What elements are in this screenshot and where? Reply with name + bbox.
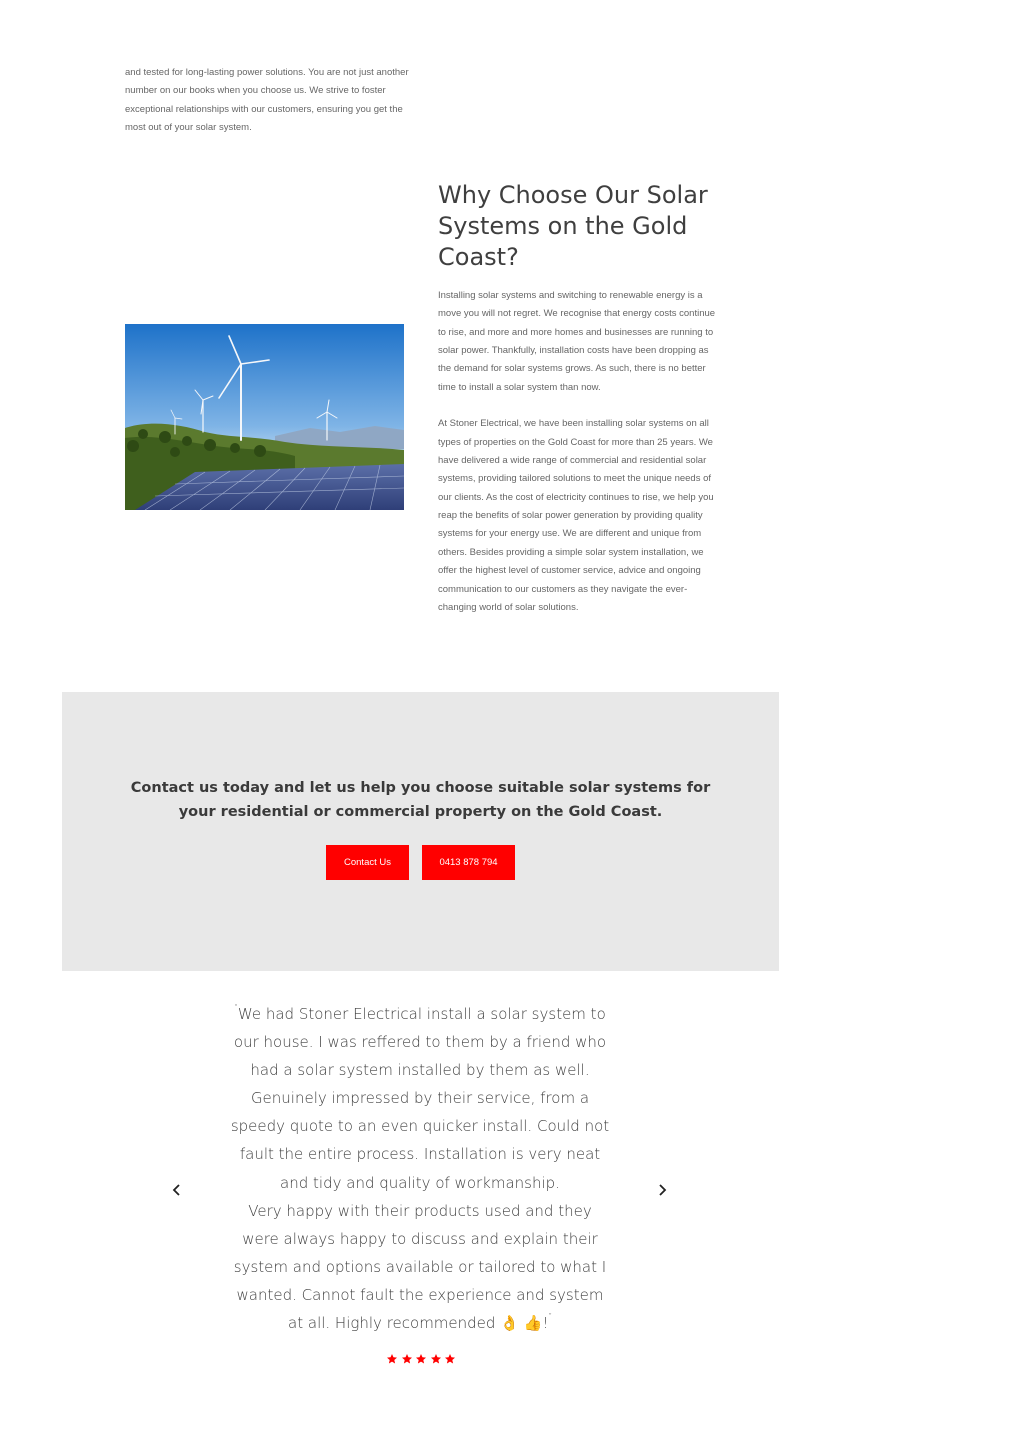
why-paragraph-2: At Stoner Electrical, we have been installing solar systems on all types of properties on the Gold Coast for more than 25 years. We have delivered a wide range of commercial and residential solar systems, providing tailored solutions to meet the unique needs of our clients. As the cost of electricity continues to rise, we help you reap the benefits of solar power generation by providing quality systems for your energy use. We are different and unique from others. Besides providing a simple solar system installation, we offer the highest level of customer service, advice and ongoing communication to our customers as they navigate the ever-changing world of solar solutions. xyxy=(438,418,714,613)
chevron-left-icon xyxy=(172,1183,182,1197)
star-icon xyxy=(444,1353,456,1365)
star-icon xyxy=(401,1353,413,1365)
contact-cta-section xyxy=(62,692,779,971)
testimonial-text-2: Very happy with their products used and they were always happy to discuss and explain their system and options available or tailored to what I wanted. Cannot fault the experience and system at all. Highly recommended 👌 👍! xyxy=(233,1201,607,1333)
wind-turbines-solar-farm-image xyxy=(125,324,404,510)
phone-button[interactable]: 0413 878 794 xyxy=(422,845,515,880)
star-icon xyxy=(386,1353,398,1365)
star-icon xyxy=(430,1353,442,1365)
intro-paragraph: and tested for long-lasting power solutions. You are not just another number on our books when you choose us. We strive to foster exceptional relationships with our customers, ensuring you get the most out of your solar system. xyxy=(125,67,409,133)
open-quote: “ xyxy=(234,1003,238,1011)
cta-heading: Contact us today and let us help you choose suitable solar systems for your residential or commercial property on the Gold Coast. xyxy=(130,780,711,820)
close-quote: ” xyxy=(548,1312,552,1321)
why-choose-heading: Why Choose Our Solar Systems on the Gold Coast? xyxy=(438,181,708,271)
star-rating xyxy=(386,1352,456,1365)
testimonial-quote xyxy=(228,1000,612,1337)
contact-us-button[interactable]: Contact Us xyxy=(326,845,409,880)
star-icon xyxy=(415,1353,427,1365)
why-paragraph-1: Installing solar systems and switching to renewable energy is a move you will not regret. We recognise that energy costs continue to rise, and more and more homes and businesses are running to solar power. Thankfully, installation costs have been dropping as the demand for solar systems grows. As such, there is no better time to install a solar system than now. xyxy=(438,290,716,393)
testimonial-text-1: We had Stoner Electrical install a solar system to our house. I was reffered to them by a friend who had a solar system installed by them as well. Genuinely impressed by their service, from a speedy quote to an even quicker install. Could not fault the entire process. Installation is very neat and tidy and quality of workmanship. xyxy=(230,1005,610,1192)
chevron-right-icon xyxy=(657,1183,667,1197)
why-choose-body xyxy=(438,287,720,617)
testimonial-next-arrow[interactable] xyxy=(652,1179,672,1201)
testimonial-prev-arrow[interactable] xyxy=(167,1179,187,1201)
